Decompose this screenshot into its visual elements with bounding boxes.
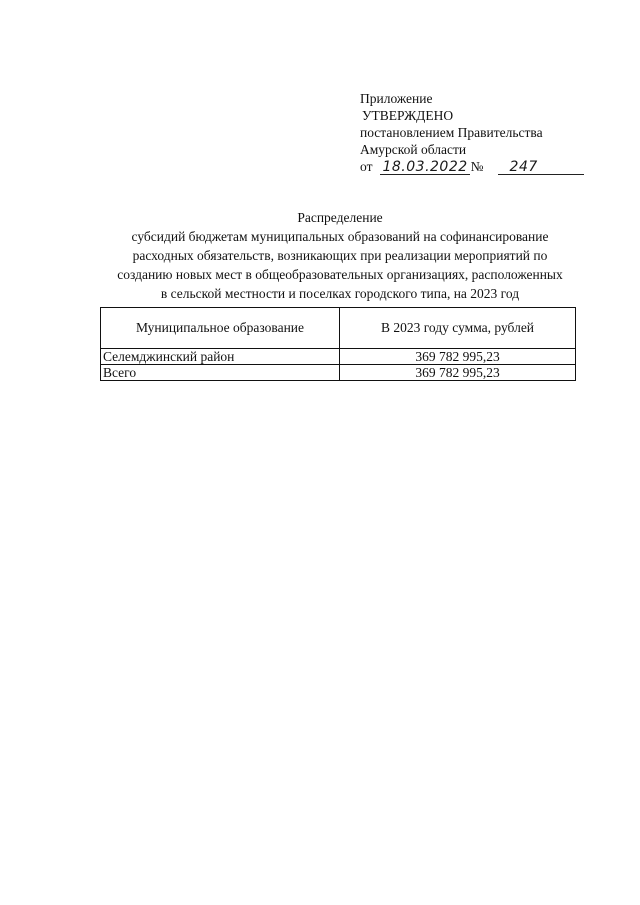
table-row — [101, 349, 576, 365]
municipality-cell: Селемджинский район — [101, 349, 340, 365]
number-label: № — [470, 159, 484, 174]
column-header-municipality: Муниципальное образование — [101, 308, 340, 349]
appendix-label: Приложение — [360, 91, 433, 106]
table-row-total — [101, 365, 576, 381]
document-title — [70, 208, 610, 303]
handwritten-number: 247 — [498, 160, 584, 175]
column-header-amount: В 2023 году сумма, рублей — [340, 308, 576, 349]
approved-label: УТВЕРЖДЕНО — [362, 108, 454, 123]
title-line: в сельской местности и поселках городского типа, на 2023 год — [160, 286, 520, 301]
distribution-table — [100, 307, 576, 381]
title-line: созданию новых мест в общеобразовательных организациях, расположенных — [117, 267, 563, 282]
handwritten-date: 18.03.2022 — [382, 159, 468, 175]
title-line: расходных обязательств, возникающих при реализации мероприятий по — [132, 248, 548, 263]
date-number-row — [360, 158, 620, 175]
title-line: субсидий бюджетам муниципальных образований на софинансирование — [131, 229, 549, 244]
title-heading: Распределение — [297, 210, 383, 225]
date-prefix: от — [360, 159, 373, 174]
table-header-row — [101, 308, 576, 349]
total-amount-cell: 369 782 995,23 — [340, 365, 576, 381]
approval-stamp — [360, 90, 620, 175]
resolution-label: постановлением Правительства — [360, 125, 543, 140]
region-label: Амурской области — [360, 142, 467, 157]
total-label-cell: Всего — [101, 365, 340, 381]
amount-cell: 369 782 995,23 — [340, 349, 576, 365]
